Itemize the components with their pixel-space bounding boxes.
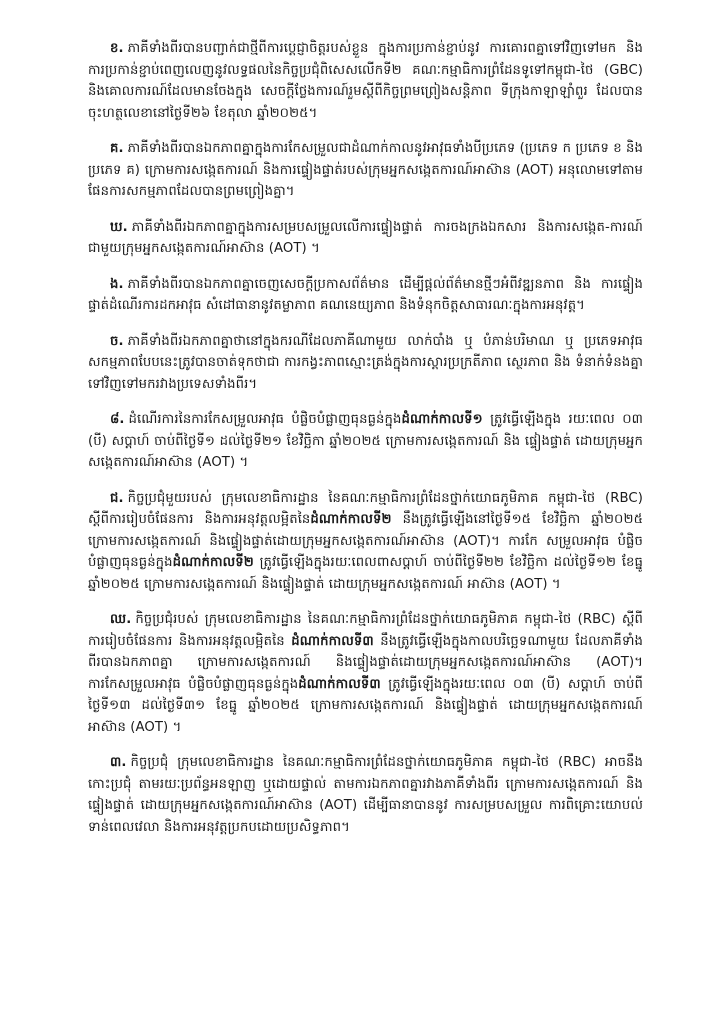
phase-emphasis: ដំណាក់កាលទី១ bbox=[401, 412, 483, 427]
paragraph-ko bbox=[88, 138, 643, 203]
paragraph-meetings bbox=[88, 752, 643, 838]
paragraph-cha bbox=[88, 331, 643, 396]
paragraph-text: កិច្ចប្រជុំ ក្រុមលេខាធិការដ្ឋាន នៃគណៈកម្មាធិការព្រំដែនថ្នាក់យោធភូមិភាគ កម្ពុជា-ថៃ (RBC) អាចនឹង កោះប្រជុំ តាមរយៈប្រព័ន្ធអនឡាញ ឬដោយផ្ទាល់ តាមការឯកភាពគ្នារវាងភាគីទាំងពីរ ក្រោមការសង្កេតការណ៍ និងផ្ទៀងផ្ទាត់ ដោយក្រុមអ្នកសង្កេតការណ៍អាស៊ាន (AOT) ដើម្បីធានាបាននូវ ការសម្របសម្រួល ការពិគ្រោះយោបល់ទាន់ពេលវេលា និងការអនុវត្តប្រកបដោយប្រសិទ្ធភាព។ bbox=[88, 755, 643, 835]
paragraph-label: ឃ. bbox=[110, 219, 128, 235]
paragraph-kha bbox=[88, 38, 643, 124]
paragraph-text: ភាគីទាំងពីរឯកភាពគ្នាថានៅក្នុងករណីដែលភាគីណាមួយ លាក់បាំង ឬ បំភាន់បរិមាណ ឬ ប្រភេទអាវុធ សកម្មភាពបែបនេះត្រូវបានចាត់ទុកថាជា ការកង្វះភាពស្មោះត្រង់ក្នុងការស្តារប្រក្រតីភាព ស្ថេរភាព និង ទំនាក់ទំនងគ្នាទៅវិញទៅមករវាងប្រទេសទាំងពីរ។ bbox=[88, 333, 643, 392]
phase-emphasis: ដំណាក់កាលទី៣ bbox=[298, 676, 381, 692]
paragraph-text: កិច្ចប្រជុំរបស់ ក្រុមលេខាធិការដ្ឋាន នៃគណៈកម្មាធិការព្រំដែនថ្នាក់យោធភូមិភាគ កម្ពុជា-ថៃ (RBC) ស្តីពីការរៀបចំផែនការ និងការអនុវត្តលម្អិតនៃ bbox=[88, 612, 643, 649]
paragraph-text: ភាគីទាំងពីរបានបញ្ជាក់ជាថ្មីពីការប្តេជ្ញាចិត្តរបស់ខ្លួន ក្នុងការប្រកាន់ខ្ជាប់នូវ ការគោរពគ្នាទៅវិញទៅមក និងការប្រកាន់ខ្ជាប់ពេញលេញនូវលទ្ធផលនៃកិច្ចប្រជុំពិសេសលើកទី២ គណៈកម្មាធិការព្រំដែនទូទៅកម្ពុជា-ថៃ (GBC) និងគោលការណ៍ដែលមានចែងក្នុង សេចក្តីថ្លែងការណ៍រួមស្តីពីកិច្ចព្រមព្រៀងសន្តិភាព ទីក្រុងកាឡាឡាំពួរ ដែលបានចុះហត្ថលេខានៅថ្ងៃទី២៦ ខែតុលា ឆ្នាំ២០២៥។ bbox=[88, 41, 643, 121]
paragraph-label: ៣. bbox=[110, 755, 127, 770]
paragraph-text: ត្រូវធ្វើឡើងក្នុងរយៈពេល ០៣ (បី) សប្តាហ៍ ចាប់ពីថ្ងៃទី១៣ ដល់ថ្ងៃទី៣១ ខែធ្នូ ឆ្នាំ២០២៥ ក្រោមការសង្កេតការណ៍ និងផ្ទៀងផ្ទាត់ ដោយក្រុមអ្នកសង្កេតការណ៍ អាស៊ាន (AOT) ។ bbox=[88, 676, 643, 735]
paragraph-phase-1 bbox=[88, 409, 643, 474]
paragraph-text: ត្រូវធ្វើឡើងក្នុង រយៈពេល ០៣ (បី) សប្តាហ៍ ចាប់ពីថ្ងៃទី១ ដល់ថ្ងៃទី២១ ខែវិច្ឆិកា ឆ្នាំ២០២៥ ក្រោមការសង្កេតការណ៍ និង ផ្ទៀងផ្ទាត់ ដោយក្រុមអ្នកសង្កេតការណ៍អាស៊ាន (AOT) ។ bbox=[88, 412, 643, 470]
paragraph-label: ច. bbox=[110, 333, 124, 349]
paragraph-label: ខ. bbox=[110, 41, 124, 56]
paragraph-text: ភាគីទាំងពីរបានឯកភាពគ្នាចេញសេចក្តីប្រកាសព័ត៌មាន ដើម្បីផ្តល់ព័ត៌មានថ្មីៗអំពីវឌ្ឍនភាព និង ការផ្ទៀងផ្ទាត់ដំណើរការដកអាវុធ សំដៅធានានូវតម្លាភាព គណនេយ្យភាព និងទំនុកចិត្តសាធារណៈក្នុងការអនុវត្ត។ bbox=[88, 276, 643, 313]
paragraph-label: គ. bbox=[110, 141, 124, 156]
paragraph-text: ភាគីទាំងពីរឯកភាពគ្នាក្នុងការសម្របសម្រួលលើការផ្ទៀងផ្ទាត់ ការចងក្រងឯកសារ និងការសង្កេត-ការណ៍ ជាមួយក្រុមអ្នកសង្កេតការណ៍អាស៊ាន (AOT) ។ bbox=[88, 219, 643, 256]
phase-emphasis: ដំណាក់កាលទី៣ bbox=[291, 633, 374, 649]
paragraph-phase-3 bbox=[88, 609, 643, 738]
paragraph-text: ដំណើរការនៃការកែសម្រួលអាវុធ បំផ្លិចបំផ្លាញធុនធ្ងន់ក្នុង bbox=[128, 412, 402, 427]
phase-emphasis: ដំណាក់កាលទី២ bbox=[310, 512, 392, 527]
paragraph-text: នឹងត្រូវធ្វើឡើងនៅថ្ងៃទី១៥ ខែវិច្ឆិកា ឆ្នាំ២០២៥ ក្រោមការសង្កេតការណ៍ និងផ្ទៀងផ្ទាត់ដោយក្រុមអ្នកសង្កេតការណ៍អាស៊ាន (AOT)។ ការកែ សម្រួលអាវុធ បំផ្លិចបំផ្លាញធុនធ្ងន់ក្នុង bbox=[88, 512, 644, 570]
paragraph-text: នឹងត្រូវធ្វើឡើងក្នុងកាលបរិច្ឆេទណាមួយ ដែលភាគីទាំងពីរបានឯកភាពគ្នា ក្រោមការសង្កេតការណ៍ និងផ្ទៀងផ្ទាត់ដោយក្រុមអ្នកសង្កេតការណ៍អាស៊ាន (AOT)។ ការកែសម្រួលអាវុធ បំផ្លិចបំផ្លាញធុនធ្ងន់ក្នុង bbox=[88, 633, 643, 692]
phase-emphasis: ដំណាក់កាលទី២ bbox=[172, 555, 254, 570]
paragraph-phase-2 bbox=[88, 488, 643, 596]
paragraph-label: ឈ. bbox=[110, 612, 132, 627]
paragraph-kho bbox=[88, 217, 643, 260]
paragraph-label: ង. bbox=[110, 276, 124, 292]
paragraph-label: ៨. bbox=[110, 412, 125, 427]
paragraph-label: ជ. bbox=[110, 490, 124, 506]
paragraph-ngo bbox=[88, 274, 643, 317]
paragraph-text: កិច្ចប្រជុំមួយរបស់ ក្រុមលេខាធិការដ្ឋាន នៃគណៈកម្មាធិការព្រំដែនថ្នាក់យោធភូមិភាគ កម្ពុជា-ថៃ (RBC) ស្តីពីការរៀបចំផែនការ និងការអនុវត្តលម្អិតនៃ bbox=[88, 490, 643, 527]
paragraph-text: ភាគីទាំងពីរបានឯកភាពគ្នាក្នុងការកែសម្រួលជាដំណាក់កាលនូវអាវុធទាំងបីប្រភេទ (ប្រភេទ ក ប្រភេទ ខ និងប្រភេទ គ) ក្រោមការសង្កេតការណ៍ និងការផ្ទៀងផ្ទាត់របស់ក្រុមអ្នកសង្កេតការណ៍អាស៊ាន (AOT) អនុលោមទៅតាមផែនការសកម្មភាពដែលបានព្រមព្រៀងគ្នា។ bbox=[88, 141, 643, 199]
paragraph-text: ត្រូវធ្វើឡើងក្នុងរយៈពេលពាសប្តាហ៍ ចាប់ពីថ្ងៃទី២២ ខែវិច្ឆិកា ដល់ថ្ងៃទី១២ ខែធ្នូ ឆ្នាំ២០២៥ ក្រោមការសង្កេតការណ៍ និងផ្ទៀងផ្ទាត់ ដោយក្រុមអ្នកសង្កេតការណ៍ អាស៊ាន (AOT) ។ bbox=[88, 555, 643, 592]
